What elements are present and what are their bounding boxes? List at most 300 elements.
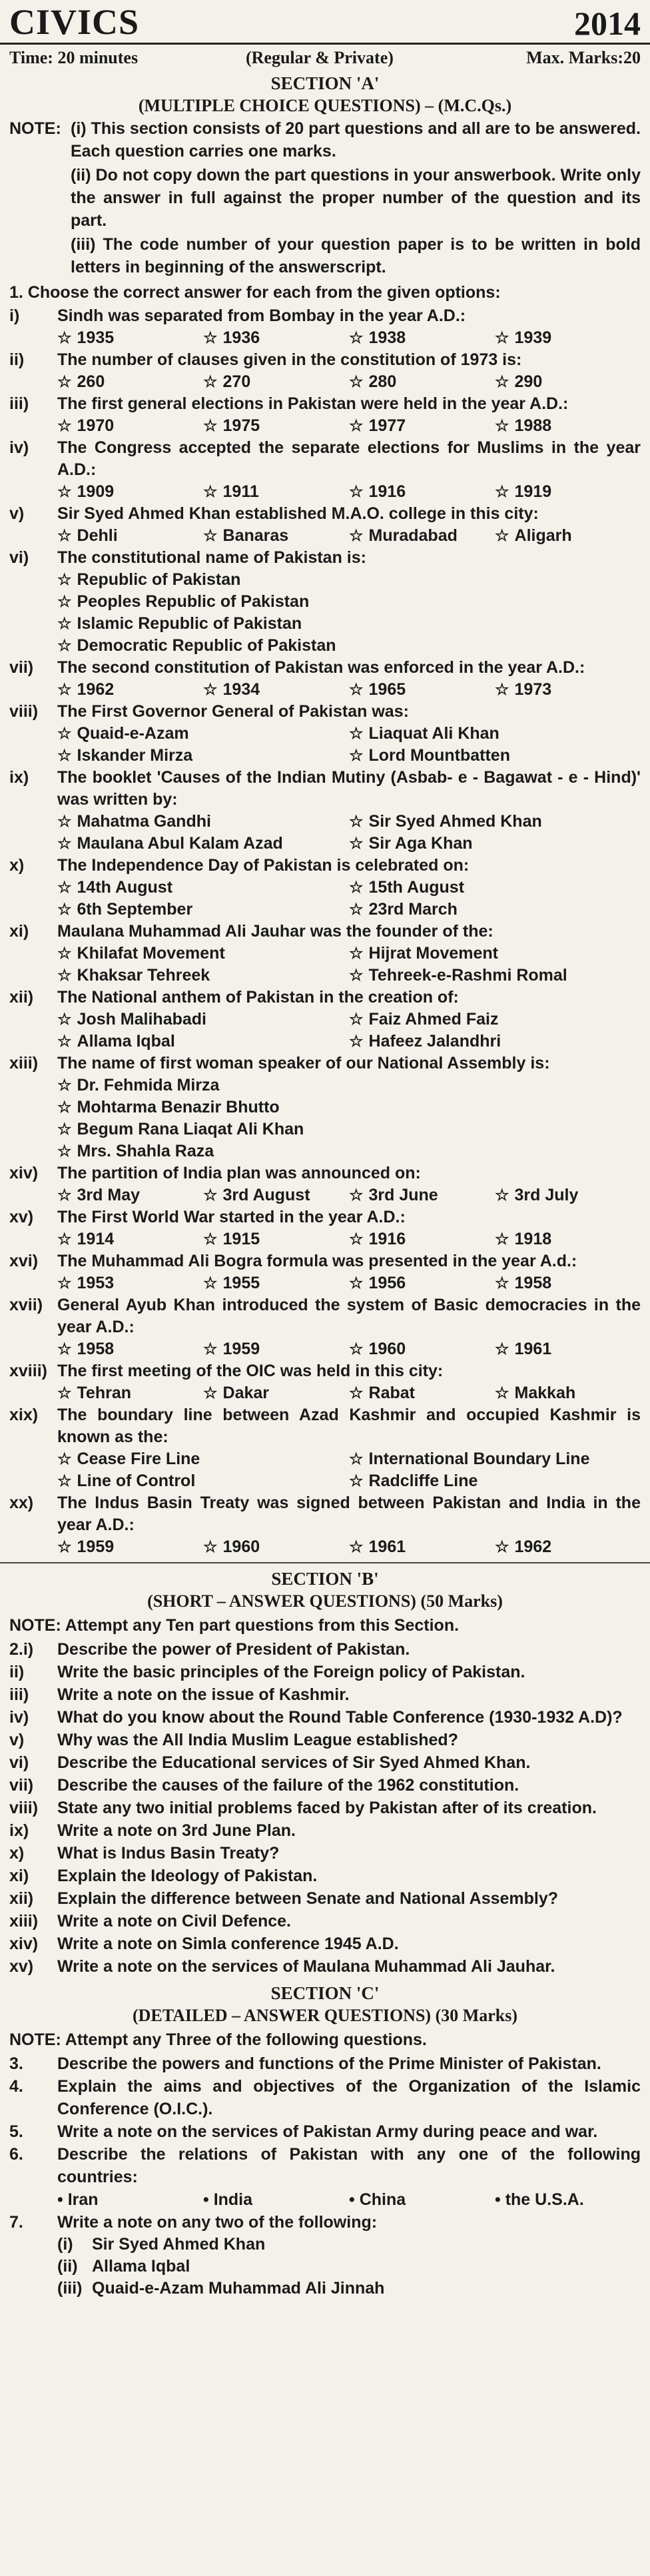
mcq-question [0, 437, 650, 481]
short-question [0, 1842, 650, 1865]
option-item [495, 1272, 641, 1294]
star-bullet-icon: ☆ [57, 417, 72, 435]
option-text: Begum Rana Liaqat Ali Khan [77, 1120, 304, 1138]
option-text: 290 [514, 372, 543, 391]
question-text: The booklet 'Causes of the Indian Mutiny (Asbab- e - Bagawat - e - Hind)' was written by: [57, 768, 641, 809]
option-text: 1961 [514, 1340, 552, 1358]
star-bullet-icon: ☆ [57, 1011, 72, 1029]
star-bullet-icon: ☆ [349, 1274, 364, 1292]
option-text: Radcliffe Line [368, 1472, 478, 1490]
star-bullet-icon: ☆ [203, 483, 218, 501]
long-question-list [0, 2052, 650, 2300]
option-item [349, 1470, 641, 1492]
question-number: xvi) [9, 1252, 39, 1270]
short-question [0, 1797, 650, 1819]
option-text: Khilafat Movement [77, 944, 225, 963]
star-bullet-icon: ☆ [203, 1186, 218, 1204]
option-item [203, 1184, 349, 1206]
star-bullet-icon: ☆ [495, 1384, 509, 1402]
short-question [0, 1910, 650, 1932]
note-item: (i) This section consists of 20 part questions and all are to be answered. Each question carries one marks. [71, 119, 641, 161]
option-list [0, 1009, 650, 1053]
country-item: • China [349, 2190, 406, 2209]
option-text: 1916 [368, 482, 406, 501]
option-item [349, 943, 641, 965]
option-text: Muradabad [368, 526, 458, 545]
question-text: The Congress accepted the separate elections for Muslims in the year A.D.: [57, 438, 641, 479]
option-text: Hijrat Movement [368, 944, 498, 963]
option-text: Mahatma Gandhi [77, 812, 211, 831]
mcq-question [0, 503, 650, 525]
question-number: v) [9, 1731, 25, 1749]
option-text: 6th September [77, 900, 193, 919]
star-bullet-icon: ☆ [349, 1472, 364, 1490]
option-list [0, 415, 650, 437]
star-bullet-icon: ☆ [203, 1340, 218, 1358]
paper-year: 2014 [574, 5, 641, 42]
question-number: 2.i) [9, 1640, 34, 1659]
person-option [0, 2278, 650, 2300]
question-number: viii) [9, 1799, 39, 1817]
option-item [349, 679, 495, 701]
question-text: Describe the causes of the failure of the 1962 constitution. [57, 1776, 519, 1795]
question-number: xviii) [9, 1362, 47, 1380]
question-text: Maulana Muhammad Ali Jauhar was the founder of the: [57, 922, 493, 941]
star-bullet-icon: ☆ [57, 681, 72, 699]
option-list [0, 569, 650, 657]
option-item [203, 679, 349, 701]
star-bullet-icon: ☆ [57, 637, 72, 655]
question-number: ix) [9, 768, 29, 787]
option-text: 3rd May [77, 1186, 140, 1204]
question-number: xv) [9, 1957, 34, 1976]
star-bullet-icon: ☆ [57, 1274, 72, 1292]
question-text: The name of first woman speaker of our National Assembly is: [57, 1054, 550, 1073]
option-text: 1959 [77, 1537, 115, 1556]
option-item [203, 525, 349, 547]
star-bullet-icon: ☆ [57, 1120, 72, 1138]
mcq-question [0, 305, 650, 327]
option-text: 1960 [368, 1340, 406, 1358]
option-item [57, 723, 349, 745]
question-text: Write the basic principles of the Foreign policy of Pakistan. [57, 1663, 525, 1681]
short-question [0, 1887, 650, 1910]
option-text: 1936 [222, 328, 260, 347]
option-list [0, 1272, 650, 1294]
star-bullet-icon: ☆ [57, 725, 72, 743]
option-list [0, 1228, 650, 1250]
option-text: 1988 [514, 416, 552, 435]
star-bullet-icon: ☆ [57, 1384, 72, 1402]
option-text: Faiz Ahmed Faiz [368, 1010, 499, 1029]
option-text: Liaquat Ali Khan [368, 724, 499, 743]
mcq-question [0, 767, 650, 811]
option-text: 1916 [368, 1230, 406, 1248]
option-text: 1938 [368, 328, 406, 347]
subject-title: CIVICS [9, 2, 140, 42]
question-text: Write a note on any two of the following: [57, 2213, 378, 2232]
option-item [203, 371, 349, 393]
question-number: 4. [9, 2077, 23, 2096]
option-text: Dr. Fehmida Mirza [77, 1076, 220, 1094]
question-text: The Independence Day of Pakistan is celebrated on: [57, 856, 470, 875]
option-item [349, 877, 641, 899]
short-question [0, 1932, 650, 1955]
star-bullet-icon: ☆ [349, 879, 364, 897]
option-text: Dakar [222, 1384, 270, 1402]
question-number: vii) [9, 1776, 34, 1795]
question-text: The Muhammad Ali Bogra formula was presented in the year A.d.: [57, 1252, 577, 1270]
question-text: Describe the powers and functions of the Prime Minister of Pakistan. [57, 2054, 601, 2073]
note-item: (iii) The code number of your question paper is to be written in bold letters in beginning of the answerscript. [71, 235, 641, 276]
section-b-subtitle: (SHORT – ANSWER QUESTIONS) (50 Marks) [147, 1591, 503, 1611]
star-bullet-icon: ☆ [349, 681, 364, 699]
option-text: 1911 [222, 482, 259, 501]
question-text: Describe the power of President of Pakistan. [57, 1640, 410, 1659]
option-text: 1973 [514, 680, 552, 699]
short-question [0, 1955, 650, 1978]
question-text: Explain the aims and objectives of the Organization of the Islamic Conference (O.I.C.). [57, 2077, 641, 2118]
paper-header [0, 0, 650, 72]
option-item [349, 1338, 495, 1360]
country-item: • Iran [57, 2190, 99, 2209]
question-text: Sir Syed Ahmed Khan established M.A.O. college in this city: [57, 504, 539, 523]
option-item [57, 1031, 349, 1053]
star-bullet-icon: ☆ [349, 945, 364, 963]
star-bullet-icon: ☆ [57, 967, 72, 985]
question-text: The partition of India plan was announced on: [57, 1164, 421, 1182]
option-text: Line of Control [77, 1472, 196, 1490]
star-bullet-icon: ☆ [57, 1538, 72, 1556]
option-text: 1919 [514, 482, 552, 501]
option-item [203, 415, 349, 437]
option-item [57, 1338, 203, 1360]
question-number: xii) [9, 988, 34, 1007]
option-item [57, 679, 203, 701]
mcq-question [0, 1206, 650, 1228]
question-text: State any two initial problems faced by Pakistan after of its creation. [57, 1799, 597, 1817]
option-list [0, 723, 650, 767]
option-number: (i) [57, 2235, 73, 2254]
mcq-question [0, 547, 650, 569]
option-item [57, 569, 641, 591]
option-item [495, 415, 641, 437]
option-item [495, 327, 641, 349]
question-number: xx) [9, 1494, 34, 1512]
option-item [495, 1228, 641, 1250]
question-text: The Indus Basin Treaty was signed between Pakistan and India in the year A.D.: [57, 1494, 641, 1534]
option-item [57, 415, 203, 437]
mcq-question [0, 657, 650, 679]
option-list [0, 1382, 650, 1404]
short-question [0, 1661, 650, 1683]
option-item [349, 371, 495, 393]
mcq-question [0, 987, 650, 1009]
option-item [57, 1448, 349, 1470]
question-number: xvii) [9, 1296, 43, 1314]
star-bullet-icon: ☆ [349, 1011, 364, 1029]
option-item [349, 1536, 495, 1558]
question-number: x) [9, 856, 25, 875]
option-text: 1958 [514, 1274, 552, 1292]
question-text: Describe the Educational services of Sir Syed Ahmed Khan. [57, 1753, 531, 1772]
question-number: ii) [9, 350, 25, 369]
option-text: 1935 [77, 328, 115, 347]
option-text: Islamic Republic of Pakistan [77, 614, 302, 633]
question-number: 3. [9, 2054, 23, 2073]
option-text: Aligarh [514, 526, 572, 545]
question-text: The number of clauses given in the constitution of 1973 is: [57, 350, 522, 369]
star-bullet-icon: ☆ [495, 1538, 509, 1556]
option-item [349, 327, 495, 349]
mcq-question [0, 1360, 650, 1382]
option-item [349, 415, 495, 437]
option-item [203, 481, 349, 503]
section-c-note: NOTE: Attempt any Three of the following questions. [9, 2030, 427, 2049]
option-item [57, 1118, 641, 1140]
option-text: 23rd March [368, 900, 458, 919]
star-bullet-icon: ☆ [57, 1186, 72, 1204]
option-item [495, 679, 641, 701]
star-bullet-icon: ☆ [349, 1450, 364, 1468]
option-list [0, 877, 650, 921]
question-number: vii) [9, 658, 34, 677]
star-bullet-icon: ☆ [349, 835, 364, 853]
option-text: 3rd August [222, 1186, 310, 1204]
long-question [0, 2052, 650, 2075]
star-bullet-icon: ☆ [57, 593, 72, 611]
option-text: 1961 [368, 1537, 406, 1556]
option-item [349, 1228, 495, 1250]
question-text: The First World War started in the year A.D.: [57, 1208, 406, 1226]
option-text: Lord Mountbatten [368, 746, 510, 765]
star-bullet-icon: ☆ [57, 879, 72, 897]
option-text: 1960 [222, 1537, 260, 1556]
option-item [495, 1338, 641, 1360]
option-text: Tehreek-e-Rashmi Romal [368, 966, 567, 985]
country-item: • India [203, 2190, 253, 2209]
question-number: 5. [9, 2122, 23, 2141]
mcq-question [0, 1250, 650, 1272]
star-bullet-icon: ☆ [495, 1274, 509, 1292]
option-item [57, 1228, 203, 1250]
option-item [57, 327, 203, 349]
option-text: Democratic Republic of Pakistan [77, 636, 336, 655]
note-item: (ii) Do not copy down the part questions in your answerbook. Write only the answer in full against the proper number of the question and its part. [71, 166, 641, 230]
option-text: 1955 [222, 1274, 260, 1292]
header-rule [0, 43, 650, 45]
star-bullet-icon: ☆ [495, 417, 509, 435]
option-text: Makkah [514, 1384, 576, 1402]
star-bullet-icon: ☆ [203, 681, 218, 699]
section-b [0, 1567, 650, 1978]
option-item [57, 635, 641, 657]
note-label: NOTE: [9, 119, 61, 138]
section-b-note: NOTE: Attempt any Ten part questions from this Section. [9, 1616, 460, 1635]
star-bullet-icon: ☆ [349, 1538, 364, 1556]
question-text: Why was the All India Muslim League established? [57, 1731, 458, 1749]
question-text: What do you know about the Round Table Conference (1930-1932 A.D)? [57, 1708, 623, 1727]
mcq-question [0, 1492, 650, 1536]
star-bullet-icon: ☆ [495, 1186, 509, 1204]
star-bullet-icon: ☆ [57, 483, 72, 501]
star-bullet-icon: ☆ [57, 1230, 72, 1248]
question-number: vi) [9, 1753, 29, 1772]
option-item [495, 481, 641, 503]
option-text: Rabat [368, 1384, 415, 1402]
option-text: 1915 [222, 1230, 260, 1248]
option-text: 1970 [77, 416, 115, 435]
mcq-question [0, 921, 650, 943]
option-item [349, 965, 641, 987]
section-a [0, 72, 650, 1558]
star-bullet-icon: ☆ [203, 1274, 218, 1292]
question-text: General Ayub Khan introduced the system of Basic democracies in the year A.D.: [57, 1296, 641, 1336]
star-bullet-icon: ☆ [57, 747, 72, 765]
option-text: Cease Fire Line [77, 1450, 200, 1468]
option-text: International Boundary Line [368, 1450, 590, 1468]
option-text: 3rd July [514, 1186, 579, 1204]
person-option [0, 2256, 650, 2278]
question-number: xi) [9, 922, 29, 941]
option-item [349, 833, 641, 855]
question-number: xiii) [9, 1912, 39, 1931]
option-list [0, 1536, 650, 1558]
question-number: xii) [9, 1889, 34, 1908]
star-bullet-icon: ☆ [349, 417, 364, 435]
option-item [57, 1184, 203, 1206]
star-bullet-icon: ☆ [495, 527, 509, 545]
mcq-question [0, 855, 650, 877]
option-text: Allama Iqbal [92, 2257, 190, 2276]
note-body [71, 117, 641, 280]
question-text: The First Governor General of Pakistan was: [57, 702, 409, 721]
star-bullet-icon: ☆ [349, 483, 364, 501]
option-item [495, 1536, 641, 1558]
option-text: 3rd June [368, 1186, 438, 1204]
option-item [349, 1448, 641, 1470]
question-number: xiv) [9, 1164, 39, 1182]
star-bullet-icon: ☆ [349, 813, 364, 831]
option-item [57, 1074, 641, 1096]
option-text: Tehran [77, 1384, 132, 1402]
option-item [203, 327, 349, 349]
option-text: 260 [77, 372, 105, 391]
option-text: Sir Syed Ahmed Khan [368, 812, 542, 831]
option-item [57, 943, 349, 965]
star-bullet-icon: ☆ [349, 527, 364, 545]
short-question [0, 1683, 650, 1706]
section-a-subtitle: (MULTIPLE CHOICE QUESTIONS) – (M.C.Qs.) [138, 96, 512, 115]
star-bullet-icon: ☆ [349, 329, 364, 347]
mcq-list [0, 305, 650, 1558]
option-text: 1918 [514, 1230, 552, 1248]
mcq-question [0, 1162, 650, 1184]
option-text: 270 [222, 372, 251, 391]
mcq-question [0, 1053, 650, 1074]
option-item [57, 1536, 203, 1558]
option-text: Iskander Mirza [77, 746, 193, 765]
long-question [0, 2120, 650, 2143]
mcq-question [0, 701, 650, 723]
section-divider [0, 1562, 650, 1563]
option-item [57, 613, 641, 635]
option-text: 1958 [77, 1340, 115, 1358]
question-number: i) [9, 306, 20, 325]
question-text: The first general elections in Pakistan were held in the year A.D.: [57, 394, 569, 413]
option-item [57, 833, 349, 855]
option-text: Peoples Republic of Pakistan [77, 592, 310, 611]
option-list [0, 1074, 650, 1162]
question-number: iv) [9, 438, 29, 457]
option-text: Sir Syed Ahmed Khan [92, 2235, 266, 2254]
star-bullet-icon: ☆ [495, 1230, 509, 1248]
question-number: 7. [9, 2213, 23, 2232]
star-bullet-icon: ☆ [349, 747, 364, 765]
option-text: Dehli [77, 526, 118, 545]
option-text: 14th August [77, 878, 173, 897]
option-list [0, 525, 650, 547]
long-question [0, 2211, 650, 2234]
option-list [0, 1448, 650, 1492]
exam-kind: (Regular & Private) [246, 48, 394, 67]
star-bullet-icon: ☆ [57, 1098, 72, 1116]
option-text: Maulana Abul Kalam Azad [77, 834, 283, 853]
question-number: xi) [9, 1867, 29, 1885]
question-number: x) [9, 1844, 25, 1863]
option-item [57, 525, 203, 547]
star-bullet-icon: ☆ [349, 1230, 364, 1248]
country-options [0, 2188, 650, 2211]
option-item [57, 1382, 203, 1404]
question-text: Write a note on Civil Defence. [57, 1912, 292, 1931]
question-number: vi) [9, 548, 29, 567]
star-bullet-icon: ☆ [57, 615, 72, 633]
star-bullet-icon: ☆ [57, 813, 72, 831]
option-text: 280 [368, 372, 397, 391]
option-item [57, 965, 349, 987]
option-item [57, 1140, 641, 1162]
option-item [349, 811, 641, 833]
option-item [349, 525, 495, 547]
option-list [0, 1338, 650, 1360]
option-text: Mrs. Shahla Raza [77, 1142, 214, 1160]
question-text: Write a note on the services of Pakistan Army during peace and war. [57, 2122, 598, 2141]
option-text: 1962 [77, 680, 115, 699]
option-text: Quaid-e-Azam Muhammad Ali Jinnah [92, 2279, 385, 2298]
option-item [57, 745, 349, 767]
option-item [495, 1184, 641, 1206]
star-bullet-icon: ☆ [57, 1142, 72, 1160]
star-bullet-icon: ☆ [349, 1033, 364, 1051]
star-bullet-icon: ☆ [495, 1340, 509, 1358]
option-list [0, 327, 650, 349]
question-text: Sindh was separated from Bombay in the year A.D.: [57, 306, 466, 325]
question-text: Describe the relations of Pakistan with any one of the following countries: [57, 2145, 641, 2186]
option-item [57, 877, 349, 899]
section-a-note [0, 117, 650, 280]
question-text: Write a note on the services of Maulana Muhammad Ali Jauhar. [57, 1957, 555, 1976]
question-text: The constitutional name of Pakistan is: [57, 548, 366, 567]
star-bullet-icon: ☆ [203, 1538, 218, 1556]
option-list [0, 371, 650, 393]
question-number: xv) [9, 1208, 34, 1226]
option-item [349, 1382, 495, 1404]
star-bullet-icon: ☆ [349, 1384, 364, 1402]
option-number: (iii) [57, 2279, 83, 2298]
option-item [349, 745, 641, 767]
option-text: 1909 [77, 482, 115, 501]
